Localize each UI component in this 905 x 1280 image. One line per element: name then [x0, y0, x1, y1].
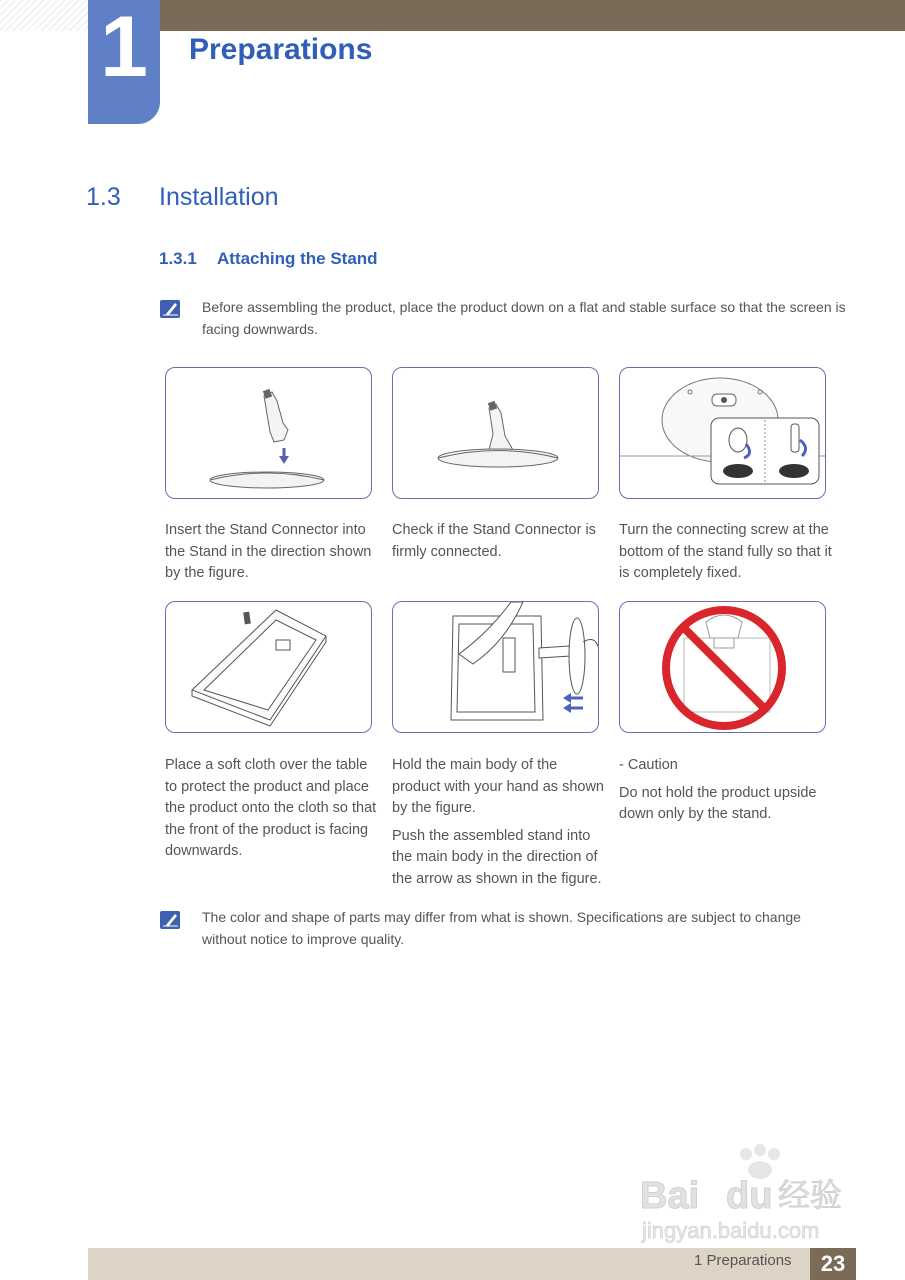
- footer-chapter-label: 1 Preparations: [694, 1252, 792, 1269]
- note-top-text: Before assembling the product, place the product down on a flat and stable surface so that the screen is facing downwards.: [202, 299, 846, 337]
- caution-label: - Caution: [619, 757, 678, 773]
- note-bottom-text: The color and shape of parts may differ from what is shown. Specifications are subject to change without notice to improve quality.: [202, 909, 801, 947]
- figure-insert-connector: [165, 367, 372, 499]
- step-2-text: Check if the Stand Connector is firmly connected.: [392, 522, 596, 560]
- step-5-text-1: Hold the main body of the product with your hand as shown by the figure.: [392, 757, 604, 816]
- step-1-caption: [165, 520, 380, 591]
- figure-push-stand: [392, 601, 599, 733]
- chapter-tab: [88, 0, 160, 124]
- caution-text: Do not hold the product upside down only by the stand.: [619, 784, 817, 822]
- svg-text:du: du: [726, 1175, 773, 1217]
- header-hatch-decoration: [0, 0, 88, 31]
- step-5-text-2: Push the assembled stand into the main body in the direction of the arrow as shown in the figure.: [392, 827, 602, 887]
- section-number: 1.3: [86, 183, 121, 211]
- step-1-text: Insert the Stand Connector into the Stand in the direction shown by the figure.: [165, 522, 372, 581]
- step-4-caption: [165, 755, 380, 869]
- step-3-text: Turn the connecting screw at the bottom of the stand fully so that it is completely fixed.: [619, 522, 832, 581]
- step-5-caption: [392, 755, 607, 896]
- note-pencil-icon: [160, 299, 182, 319]
- page-number: 23: [810, 1248, 856, 1280]
- header-bar: [160, 0, 905, 31]
- step-6-caption: [619, 755, 834, 832]
- chapter-title: Preparations: [189, 33, 373, 66]
- svg-text:Bai: Bai: [640, 1175, 700, 1217]
- step-4-text: Place a soft cloth over the table to protect the product and place the product onto the cloth so that the front of the product is facing downwards.: [165, 757, 377, 859]
- figure-check-connector: [392, 367, 599, 499]
- figure-soft-cloth: [165, 601, 372, 733]
- step-2-caption: [392, 520, 607, 569]
- svg-text:经验: 经验: [778, 1176, 843, 1214]
- step-3-caption: [619, 520, 834, 591]
- baidu-watermark: [640, 1140, 860, 1245]
- subsection-title: Attaching the Stand: [217, 249, 378, 268]
- figure-caution: [619, 601, 826, 733]
- note-pencil-icon: [160, 910, 182, 930]
- svg-text:jingyan.baidu.com: jingyan.baidu.com: [642, 1218, 820, 1243]
- section-title: Installation: [159, 183, 279, 211]
- chapter-number: 1: [100, 0, 148, 95]
- subsection-number: 1.3.1: [159, 249, 197, 268]
- figure-turn-screw: [619, 367, 826, 499]
